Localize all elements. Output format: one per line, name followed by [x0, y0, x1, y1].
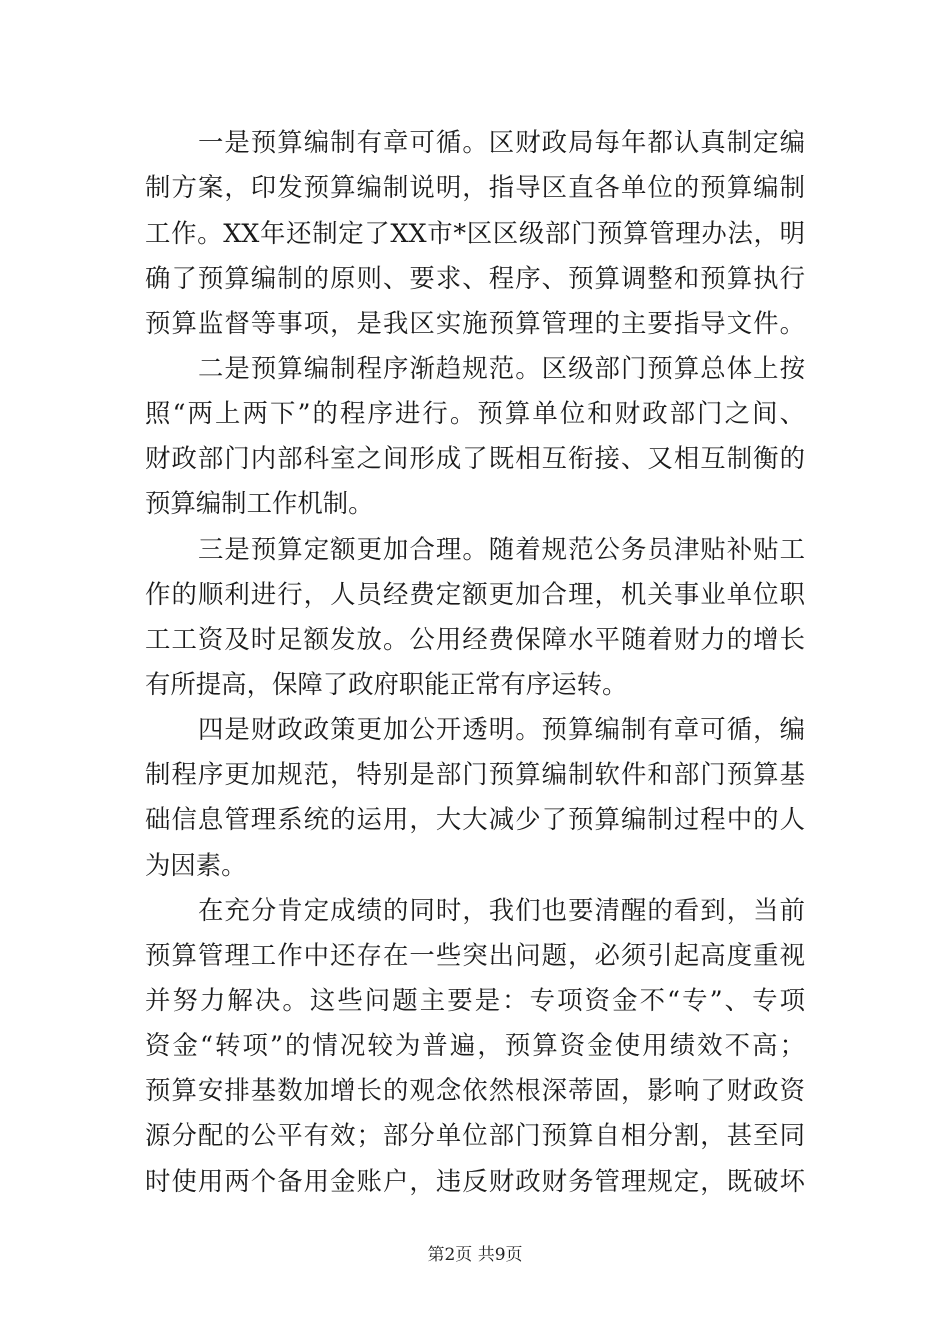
- text-line: 制程序更加规范，特别是部门预算编制软件和部门预算基: [145, 759, 805, 789]
- text-line: 三是预算定额更加合理。随着规范公务员津贴补贴工: [198, 534, 805, 564]
- text-line: 预算监督等事项，是我区实施预算管理的主要指导文件。: [145, 308, 805, 338]
- text-line: 一是预算编制有章可循。区财政局每年都认真制定编: [198, 127, 805, 157]
- text-line: 预算编制工作机制。: [145, 488, 374, 518]
- page-number-footer: 第2页 共9页: [427, 1245, 523, 1265]
- text-line: 并努力解决。这些问题主要是：专项资金不“专”、专项: [145, 985, 805, 1015]
- text-line: 时使用两个备用金账户，违反财政财务管理规定，既破坏: [145, 1166, 805, 1196]
- text-line: 制方案，印发预算编制说明，指导区直各单位的预算编制: [145, 172, 805, 202]
- text-line: 础信息管理系统的运用，大大减少了预算编制过程中的人: [145, 804, 805, 834]
- text-line: 预算管理工作中还存在一些突出问题，必须引起高度重视: [145, 940, 805, 970]
- text-line: 资金“转项”的情况较为普遍，预算资金使用绩效不高；: [145, 1030, 805, 1060]
- text-line: 在充分肯定成绩的同时，我们也要清醒的看到，当前: [198, 895, 805, 925]
- text-line: 有所提高，保障了政府职能正常有序运转。: [145, 669, 628, 699]
- text-line: 工作。XX年还制定了XX市*区区级部门预算管理办法，明: [145, 218, 805, 248]
- text-line: 确了预算编制的原则、要求、程序、预算调整和预算执行: [145, 263, 805, 293]
- text-line: 二是预算编制程序渐趋规范。区级部门预算总体上按: [198, 353, 805, 383]
- text-line: 财政部门内部科室之间形成了既相互衔接、又相互制衡的: [145, 443, 805, 473]
- text-line: 工工资及时足额发放。公用经费保障水平随着财力的增长: [145, 624, 805, 654]
- text-line: 源分配的公平有效；部分单位部门预算自相分割，甚至同: [145, 1120, 805, 1150]
- text-line: 预算安排基数加增长的观念依然根深蒂固，影响了财政资: [145, 1075, 805, 1105]
- text-line: 作的顺利进行，人员经费定额更加合理，机关事业单位职: [145, 579, 805, 609]
- text-line: 四是财政政策更加公开透明。预算编制有章可循，编: [198, 714, 805, 744]
- text-line: 照“两上两下”的程序进行。预算单位和财政部门之间、: [145, 398, 805, 428]
- text-line: 为因素。: [145, 850, 247, 880]
